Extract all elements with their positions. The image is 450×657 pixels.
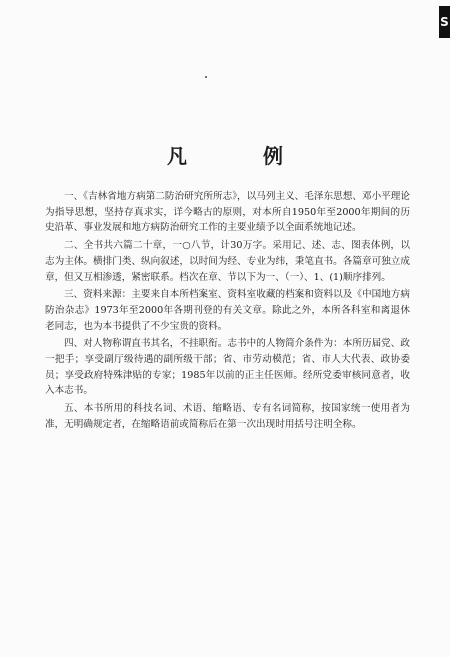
guidelines-body bbox=[45, 189, 410, 435]
guideline-paragraph-4: 四、对人物称谓直书其名，不挂职衔。志书中的人物简介条件为：本所历届党、政一把手；享受副厅级待遇的副所级干部；省、市劳动模范；省、市人大代表、政协委员；享受政府特殊津贴的专家；1985年以前的正主任医师。经所党委审核同意者，收入本志书。 bbox=[45, 338, 410, 397]
page-title: 凡 例 bbox=[167, 144, 311, 168]
guideline-paragraph-1: 一、《吉林省地方病第二防治研究所所志》，以马列主义、毛泽东思想、邓小平理论为指导思想，坚持存真求实，详今略古的原则，对本所自1950年至2000年期间的历史沿革、事业发展和地方病防治研究工作的主要业绩予以全面系统地记述。 bbox=[45, 191, 410, 234]
page-edge-tab: S bbox=[439, 6, 450, 38]
print-speck bbox=[205, 76, 207, 78]
guideline-paragraph-3: 三、资料来源：主要来自本所档案室、资料室收藏的档案和资料以及《中国地方病防治杂志》1973年至2000年各期刊登的有关文章。除此之外，本所各科室和离退休老同志，也为本书提供了不少宝贵的资料。 bbox=[45, 289, 410, 332]
guideline-paragraph-5: 五、本书所用的科技名词、术语、缩略语、专有名词简称，按国家统一使用者为准，无明确规定者，在缩略语前或简称后在第一次出现时用括号注明全称。 bbox=[45, 403, 410, 430]
guideline-paragraph-2: 二、全书共六篇二十章，一○八节，计30万字。采用记、述、志、图表体例，以志为主体。横排门类、纵向叙述，以时间为经、专业为纬，秉笔直书。各篇章可独立成章，但又互相渗透，紧密联系。档次在章、节以下为一、（一）、1、(1)顺序排列。 bbox=[45, 240, 410, 283]
